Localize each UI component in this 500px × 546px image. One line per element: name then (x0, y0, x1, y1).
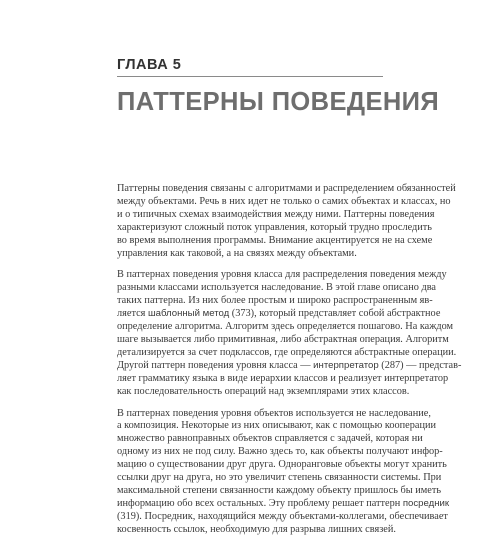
text-segment: управления как таковой, а на связях между объектами. (117, 247, 357, 259)
chapter-number: ГЛАВА 5 (117, 57, 182, 73)
text-segment: В паттернах поведения уровня объектов используется не наследование, (117, 407, 431, 419)
text-segment: и о типичных схемах взаимодействия между ними. Паттерны поведения (117, 208, 435, 220)
text-segment: (319). Посредник, находящийся между объектами-коллегами, обеспечивает (117, 510, 448, 522)
text-segment: Другой паттерн поведения уровня класса — (117, 359, 314, 371)
body-paragraph (117, 407, 450, 537)
text-line (117, 333, 449, 347)
text-line (117, 321, 454, 334)
body-paragraph (117, 183, 456, 260)
text-line (117, 523, 396, 537)
text-segment: множество равноправных объектов справляется с задачей, которая ни (117, 433, 423, 445)
text-line (117, 359, 462, 373)
text-segment: (287) — представ- (378, 359, 462, 371)
text-line (117, 234, 433, 248)
text-segment: как последовательность операций над экземплярами этих классов. (117, 385, 410, 397)
text-line (117, 472, 442, 485)
text-segment: характеризуют сложный поток управления, который трудно проследить (117, 221, 433, 233)
text-line (117, 497, 450, 511)
text-line (117, 446, 443, 459)
text-segment: мацию о существовании друг друга. Одноранговые объекты могут хранить (117, 459, 447, 471)
text-line (117, 420, 437, 433)
text-line (117, 459, 447, 472)
text-line (117, 346, 457, 360)
text-line (117, 484, 442, 498)
body-paragraph (117, 269, 462, 398)
text-line (117, 183, 456, 196)
text-segment: во время выполнения программы. Внимание акцентируется не на схеме (117, 234, 433, 246)
text-segment: информацию обо всех остальных. Эту проблему решает паттерн (117, 497, 403, 509)
chapter-divider (117, 76, 383, 77)
text-line (117, 510, 448, 524)
text-line (117, 433, 423, 446)
text-line (117, 269, 447, 282)
text-segment: разными классами используется наследование. В этой главе описано два (117, 282, 437, 294)
text-line (117, 195, 451, 209)
text-line (117, 372, 449, 386)
text-line (117, 221, 433, 235)
text-line (117, 308, 441, 321)
text-line (117, 295, 433, 308)
text-segment: а композиция. Некоторые из них описывают, как с помощью кооперации (117, 420, 437, 432)
text-segment: Паттерны поведения связаны с алгоритмами и распределением обязанностей (117, 183, 456, 194)
text-segment: определение алгоритма. Алгоритм здесь определяется пошагово. На каждом (117, 321, 454, 333)
text-segment: шаге вызывается либо примитивная, либо абстрактная операция. Алгоритм (117, 333, 449, 345)
chapter-title: ПАТТЕРНЫ ПОВЕДЕНИЯ (117, 88, 440, 116)
text-segment: таких паттерна. Из них более простым и широко распространенным яв- (117, 295, 433, 307)
text-segment: детализируется за счет подклассов, где определяются абстрактные операции. (117, 346, 457, 358)
text-line (117, 248, 383, 261)
text-segment: между объектами. Речь в них идет не только о самих объектах и классах, но (117, 195, 451, 207)
chapter-body-text (117, 183, 462, 546)
text-line (117, 407, 431, 421)
text-line (117, 282, 437, 295)
text-segment: косвенность ссылок, необходимую для разрыва лишних связей. (117, 523, 396, 535)
text-segment: одному из них не под силу. Важно здесь то, как объекты получают инфор- (117, 446, 443, 458)
text-line (117, 385, 410, 399)
pattern-reference: посредник (402, 497, 450, 509)
text-segment: ляется (117, 308, 148, 320)
pattern-reference: интерпретатор (313, 359, 379, 371)
text-segment: ляет грамматику языка в виде иерархии классов и реализует интерпретатор (117, 372, 449, 384)
text-segment: ссылки друг на друга, но это увеличит степень связанности системы. При (117, 472, 442, 484)
text-line (117, 208, 435, 222)
pattern-reference: шаблонный метод (147, 308, 230, 320)
text-segment: В паттернах поведения уровня класса для распределения поведения между (117, 269, 447, 281)
text-segment: (373), который представляет собой абстрактное (229, 308, 441, 320)
text-segment: максимальной степени связанности каждому объекту пришлось бы иметь (117, 484, 442, 496)
